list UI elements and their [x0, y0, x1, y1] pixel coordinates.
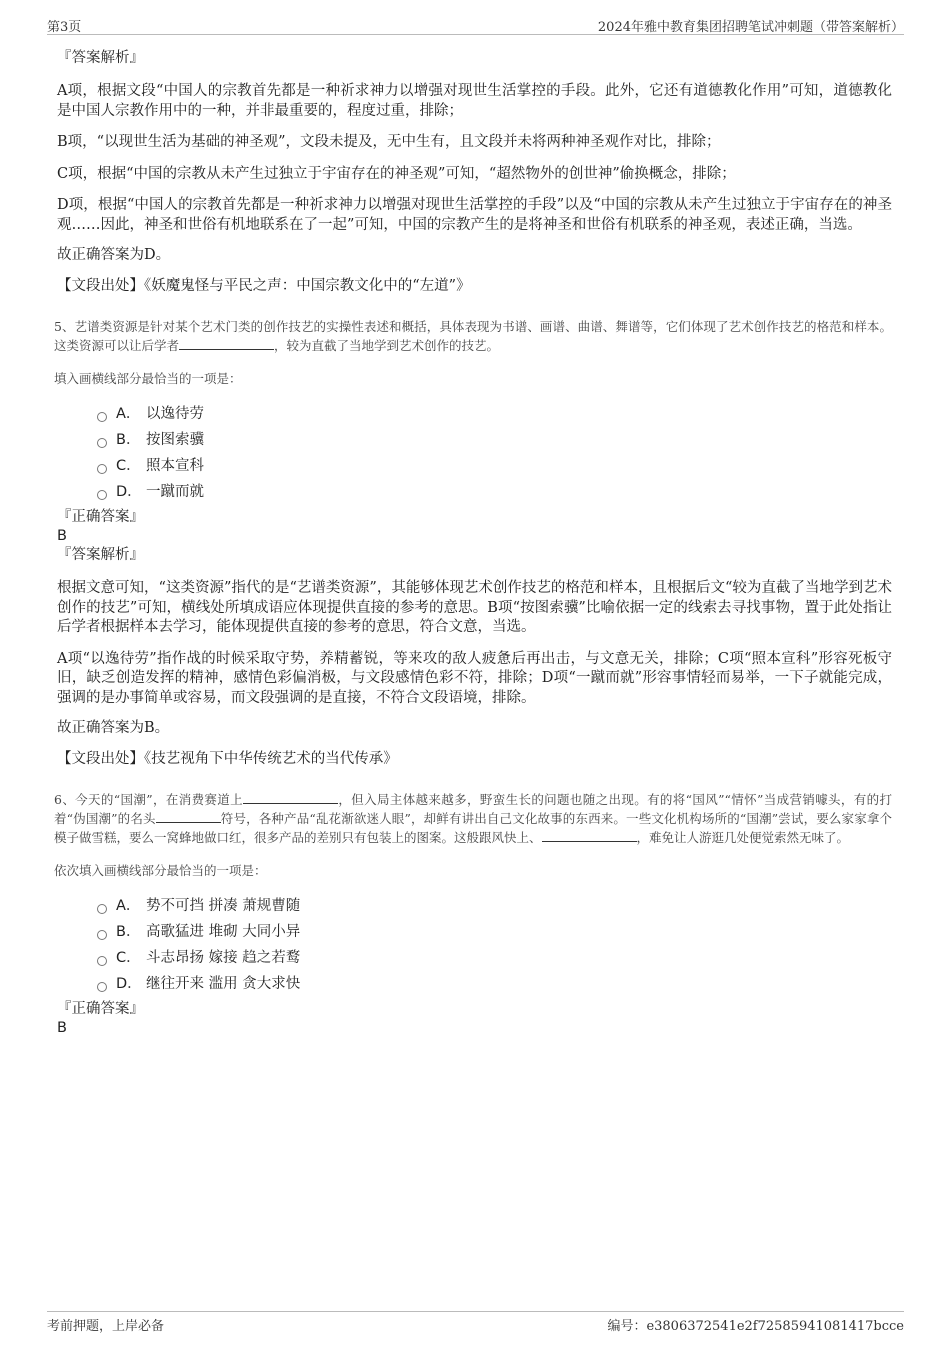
q5-option-d[interactable]: D． 一蹴而就 — [97, 479, 892, 505]
q5-analysis-label: 『答案解析』 — [57, 547, 144, 563]
q5-answer: B — [57, 528, 67, 544]
page-number: 第3页 — [47, 20, 82, 35]
q5-answer-label: 『正确答案』 — [57, 509, 144, 525]
q5-analysis-1: 根据文意可知，“这类资源”指代的是“艺谱类资源”，其能够体现艺术创作技艺的格范和样本，且根据后文“较为直截了当地学到艺术创作的技艺”可知，横线处所填成语应体现提供直接的参考的意思。B项“按图索骥”比喻依据一定的线索去寻找事物，置于此处指让后学者根据样本去学习，能体现提供直接的参考的意思，符合文意，当选。 — [57, 580, 892, 635]
radio-icon[interactable] — [97, 464, 107, 474]
q6-options — [57, 893, 892, 997]
q5-stem: 5、艺谱类资源是针对某个艺术门类的创作技艺的实操性表述和概括，具体表现为书谱、画谱、曲谱、舞谱等，它们体现了艺术创作技艺的格范和样本。这类资源可以让后学者 ，较为直截了当地学到艺术创作的技艺。 — [54, 319, 892, 353]
page-content — [54, 46, 892, 1038]
q5-option-b[interactable]: B． 按图索骥 — [97, 427, 892, 453]
q4-analysis-b: B项，“以现世生活为基础的神圣观”，文段未提及，无中生有，且文段并未将两种神圣观作对比，排除； — [57, 134, 721, 150]
radio-icon[interactable] — [97, 930, 107, 940]
q4-analysis-d: D项，根据“中国人的宗教首先都是一种祈求神力以增强对现世生活掌控的手段”以及“中国的宗教从未产生过独立于宇宙存在的神圣观……因此，神圣和世俗有机地联系在了一起”可知，中国的宗教产生的是将神圣和世俗有机联系的神圣观，表述正确，当选。 — [57, 197, 892, 233]
footer-slogan: 考前押题，上岸必备 — [47, 1319, 165, 1334]
q5-analysis-2: A项“以逸待劳”指作战的时候采取守势，养精蓄锐，等来攻的敌人疲惫后再出击，与文意无关，排除；C项“照本宣科”形容死板守旧，缺乏创造发挥的精神，感情色彩偏消极，与文段感情色彩不符，排除；D项“一蹴而就”形容事情轻而易举，一下子就能完成，强调的是办事简单或容易，而文段强调的是直接，不符合文段语境，排除。 — [57, 650, 892, 706]
q5-source: 【文段出处】《技艺视角下中华传统艺术的当代传承》 — [57, 750, 398, 767]
page-header — [47, 14, 904, 35]
q6-answer-label: 『正确答案』 — [57, 1001, 144, 1017]
q6-blank-3 — [542, 828, 637, 842]
q4-analysis-a: A项，根据文段“中国人的宗教首先都是一种祈求神力以增强对现世生活掌控的手段。此外，它还有道德教化作用”可知，道德教化是中国人宗教作用中的一种，并非最重要的，程度过重，排除； — [57, 83, 892, 119]
q5-blank — [179, 336, 274, 350]
q5-option-c[interactable]: C． 照本宣科 — [97, 453, 892, 479]
q4-analysis-label: 『答案解析』 — [57, 50, 144, 66]
radio-icon[interactable] — [97, 490, 107, 500]
radio-icon[interactable] — [97, 412, 107, 422]
page-footer — [47, 1311, 904, 1334]
q5-prompt: 填入画横线部分最恰当的一项是： — [54, 371, 242, 386]
radio-icon[interactable] — [97, 438, 107, 448]
q6-blank-2 — [156, 809, 221, 823]
q6-option-a[interactable]: A． 势不可挡 拼凑 萧规曹随 — [97, 893, 892, 919]
q6-stem: 6、今天的“国潮”，在消费赛道上 ，但入局主体越来越多，野蛮生长的问题也随之出现。有的将“国风”“情怀”当成营销噱头，有的打着“伪国潮”的名头 符号，各种产品“乱花渐欲迷人眼”，却鲜有讲出自己文化故事的东西来。一些文化机构场所的“国潮”尝试，要么家家拿个模子做雪糕，要么一窝蜂地做口红，很多产品的差别只有包装上的图案。这般跟风快上、 ，难免让人游逛几处便觉索然无味了。 — [54, 792, 892, 845]
q6-option-d[interactable]: D． 继往开来 滥用 贪大求快 — [97, 971, 892, 997]
radio-icon[interactable] — [97, 982, 107, 992]
document-serial: 编号：e3806372541e2f72585941081417bcce — [607, 1319, 904, 1334]
q5-options — [57, 401, 892, 505]
q6-prompt: 依次填入画横线部分最恰当的一项是： — [54, 863, 267, 878]
q4-conclusion: 故正确答案为D。 — [57, 247, 171, 263]
document-title: 2024年雅中教育集团招聘笔试冲刺题（带答案解析） — [597, 20, 904, 35]
q6-option-b[interactable]: B． 高歌猛进 堆砌 大同小异 — [97, 919, 892, 945]
q5-conclusion: 故正确答案为B。 — [57, 720, 170, 736]
q6-option-c[interactable]: C． 斗志昂扬 嫁接 趋之若鹜 — [97, 945, 892, 971]
radio-icon[interactable] — [97, 904, 107, 914]
q4-analysis-c: C项，根据“中国的宗教从未产生过独立于宇宙存在的神圣观”可知，“超然物外的创世神”偷换概念，排除； — [57, 165, 736, 182]
radio-icon[interactable] — [97, 956, 107, 966]
q6-answer: B — [57, 1020, 67, 1036]
q5-option-a[interactable]: A． 以逸待劳 — [97, 401, 892, 427]
q6-blank-1 — [243, 790, 338, 804]
q4-source: 【文段出处】《妖魔鬼怪与平民之声：中国宗教文化中的“左道”》 — [57, 277, 471, 294]
